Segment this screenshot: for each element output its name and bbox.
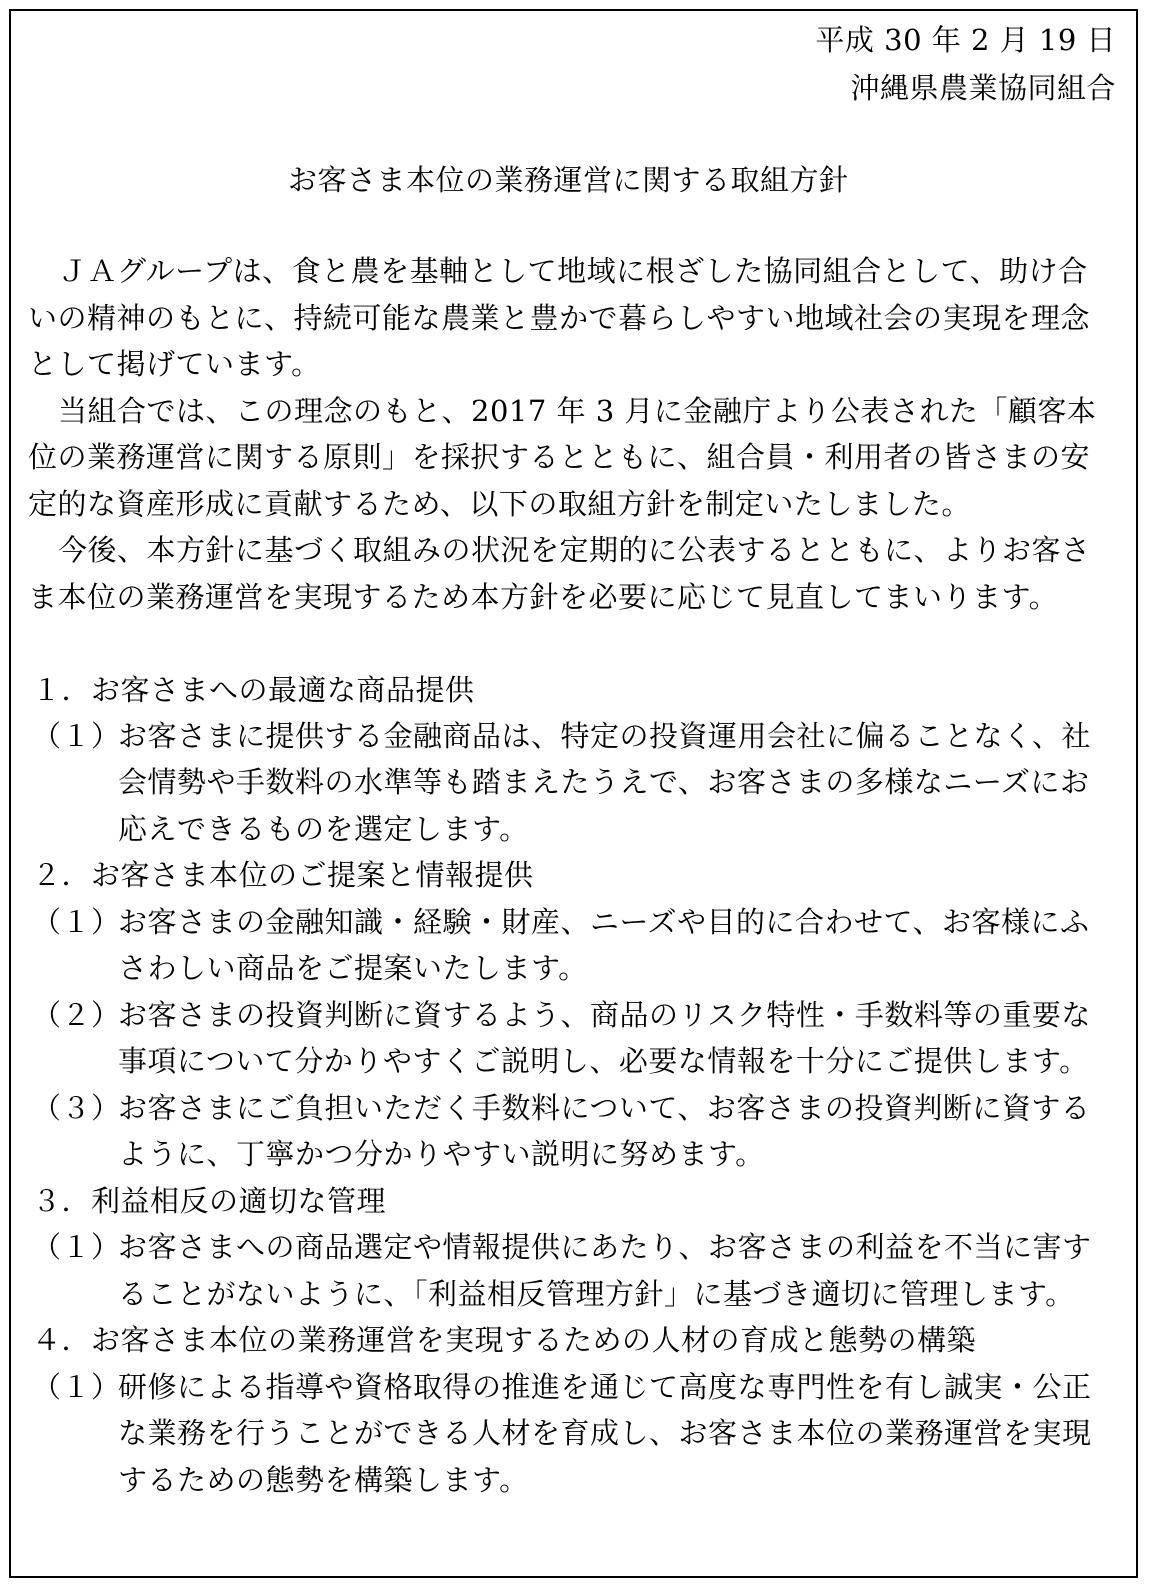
item-line: お客さまの投資判断に資するよう、商品のリスク特性・手数料等の重要な: [118, 998, 1091, 1032]
paragraph-line: 今後、本方針に基づく取組みの状況を定期的に公表するとともに、よりお客さ: [58, 533, 1091, 567]
item-line: お客さまに提供する金融商品は、特定の投資運用会社に偏ることなく、社: [118, 719, 1091, 753]
paragraph-line: いの精神のもとに、持続可能な農業と豊かで暮らしやすい地域社会の実現を理念: [28, 301, 1091, 335]
item-line: ることがないように、「利益相反管理方針」に基づき適切に管理します。: [118, 1277, 1075, 1311]
paragraph-line: ＪＡグループは、食と農を基軸として地域に根ざした協同組合として、助け合: [58, 254, 1088, 288]
document-date: 平成 30 年 2 月 19 日: [815, 23, 1116, 57]
item-marker: （１）: [32, 905, 121, 939]
item-line: さわしい商品をご提案いたします。: [118, 951, 588, 985]
item-line: 研修による指導や資格取得の推進を通じて高度な専門性を有し誠実・公正: [118, 1370, 1092, 1404]
item-line: お客さまの金融知識・経験・財産、ニーズや目的に合わせて、お客様にふ: [118, 905, 1090, 939]
section-heading: ２．お客さま本位のご提案と情報提供: [32, 858, 534, 892]
paragraph-line: 位の業務運営に関する原則」を採択するとともに、組合員・利用者の皆さまの安: [28, 440, 1091, 474]
section-heading: ３．利益相反の適切な管理: [32, 1184, 387, 1218]
item-line: 事項について分かりやすくご説明し、必要な情報を十分にご提供します。: [118, 1044, 1089, 1078]
organization-name: 沖縄県農業協同組合: [850, 71, 1116, 105]
item-marker: （１）: [32, 719, 121, 753]
item-line: な業務を行うことができる人材を育成し、お客さま本位の業務運営を実現: [118, 1416, 1092, 1450]
item-line: お客さまにご負担いただく手数料について、お客さまの投資判断に資する: [118, 1091, 1091, 1125]
item-line: 会情勢や手数料の水準等も踏まえたうえで、お客さまの多様なニーズにお: [118, 765, 1090, 799]
item-line: 応えできるものを選定します。: [118, 812, 529, 846]
paragraph-line: ま本位の業務運営を実現するため本方針を必要に応じて見直してまいります。: [28, 580, 1059, 614]
item-marker: （２）: [32, 998, 121, 1032]
paragraph-line: として掲げています。: [28, 347, 321, 381]
item-line: お客さまへの商品選定や情報提供にあたり、お客さまの利益を不当に害す: [118, 1230, 1092, 1264]
item-line: ように、丁寧かつ分かりやすい説明に努めます。: [118, 1137, 765, 1171]
item-line: するための態勢を構築します。: [118, 1463, 529, 1497]
section-heading: ４．お客さま本位の業務運営を実現するための人材の育成と態勢の構築: [32, 1323, 977, 1357]
paragraph-line: 当組合では、この理念のもと、2017 年 3 月に金融庁より公表された「顧客本: [58, 394, 1097, 428]
document-title: お客さま本位の業務運営に関する取組方針: [288, 163, 849, 197]
item-marker: （１）: [32, 1230, 121, 1264]
section-heading: １．お客さまへの最適な商品提供: [32, 673, 475, 707]
paragraph-line: 定的な資産形成に貢献するため、以下の取組方針を制定いたしました。: [28, 487, 971, 521]
item-marker: （１）: [32, 1370, 121, 1404]
item-marker: （３）: [32, 1091, 121, 1125]
